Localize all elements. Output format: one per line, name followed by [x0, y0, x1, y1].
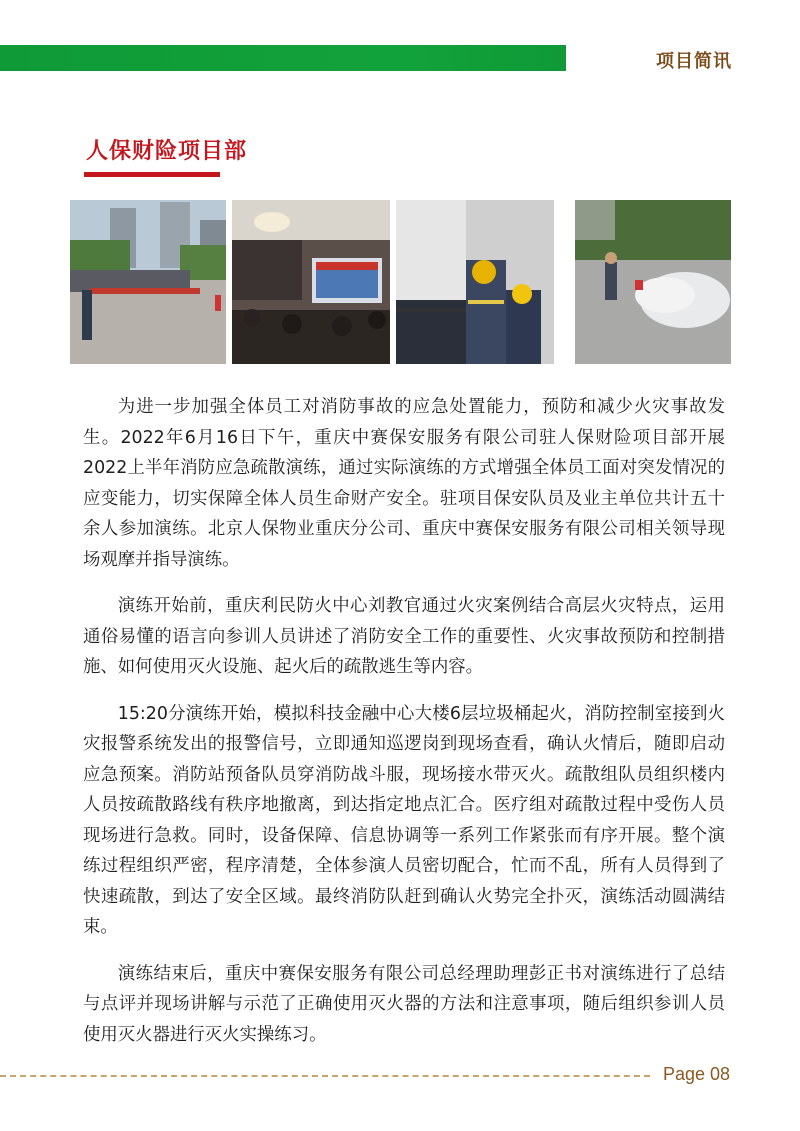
paragraph-drill-process: 15:20分演练开始，模拟科技金融中心大楼6层垃圾桶起火，消防控制室接到火灾报警系统发出的报警信号，立即通知巡逻岗到现场查看，确认火情后，随即启动应急预案。消防站预备队员穿消防战斗服，现场接水带灭火。疏散组队员组织楼内人员按疏散路线有秩序地撤离，到达指定地点汇合。医疗组对疏散过程中受伤人员现场进行急救。同时，设备保障、信息协调等一系列工作紧张而有序开展。整个演练过程组织严密，程序清楚，全体参演人员密切配合，忙而不乱，所有人员得到了快速疏散，到达了安全区域。最终消防队赶到确认火势完全扑灭，演练活动圆满结束。: [83, 703, 725, 937]
photo-training-room-icon: [232, 200, 390, 364]
page-number: Page 08: [662, 1064, 730, 1084]
footer-divider: [0, 1075, 650, 1077]
header-accent-bar: [0, 45, 566, 71]
paragraph-pre-drill: 演练开始前，重庆利民防火中心刘教官通过火灾案例结合高层火灾特点，运用通俗易懂的语言向参训人员讲述了消防安全工作的重要性、火灾事故预防和控制措施、如何使用灭火设施、起火后的疏散逃生等内容。: [83, 596, 725, 677]
header-section-label: 项目简讯: [656, 51, 732, 72]
article-body: [83, 392, 725, 1066]
section-title-underline: [84, 172, 220, 177]
photo-strip: [70, 200, 731, 364]
paragraph-summary: 演练结束后，重庆中赛保安服务有限公司总经理助理彭正书对演练进行了总结与点评并现场讲解与示范了正确使用灭火器的方法和注意事项，随后组织参训人员使用灭火器进行灭火实操练习。: [83, 963, 725, 1045]
photo-firefighters-stairwell-icon: [396, 200, 554, 364]
photo-extinguisher-drill-icon: [575, 200, 731, 364]
photo-outdoor-assembly-icon: [70, 200, 226, 364]
section-title: 人保财险项目部: [86, 139, 248, 164]
paragraph-intro: 为进一步加强全体员工对消防事故的应急处置能力，预防和减少火灾事故发生。2022年6月16日下午，重庆中赛保安服务有限公司驻人保财险项目部开展2022上半年消防应急疏散演练，通过实际演练的方式增强全体员工面对突发情况的应变能力，切实保障全体人员生命财产安全。驻项目保安队员及业主单位共计五十余人参加演练。北京人保物业重庆分公司、重庆中赛保安服务有限公司相关领导现场观摩并指导演练。: [83, 397, 725, 570]
